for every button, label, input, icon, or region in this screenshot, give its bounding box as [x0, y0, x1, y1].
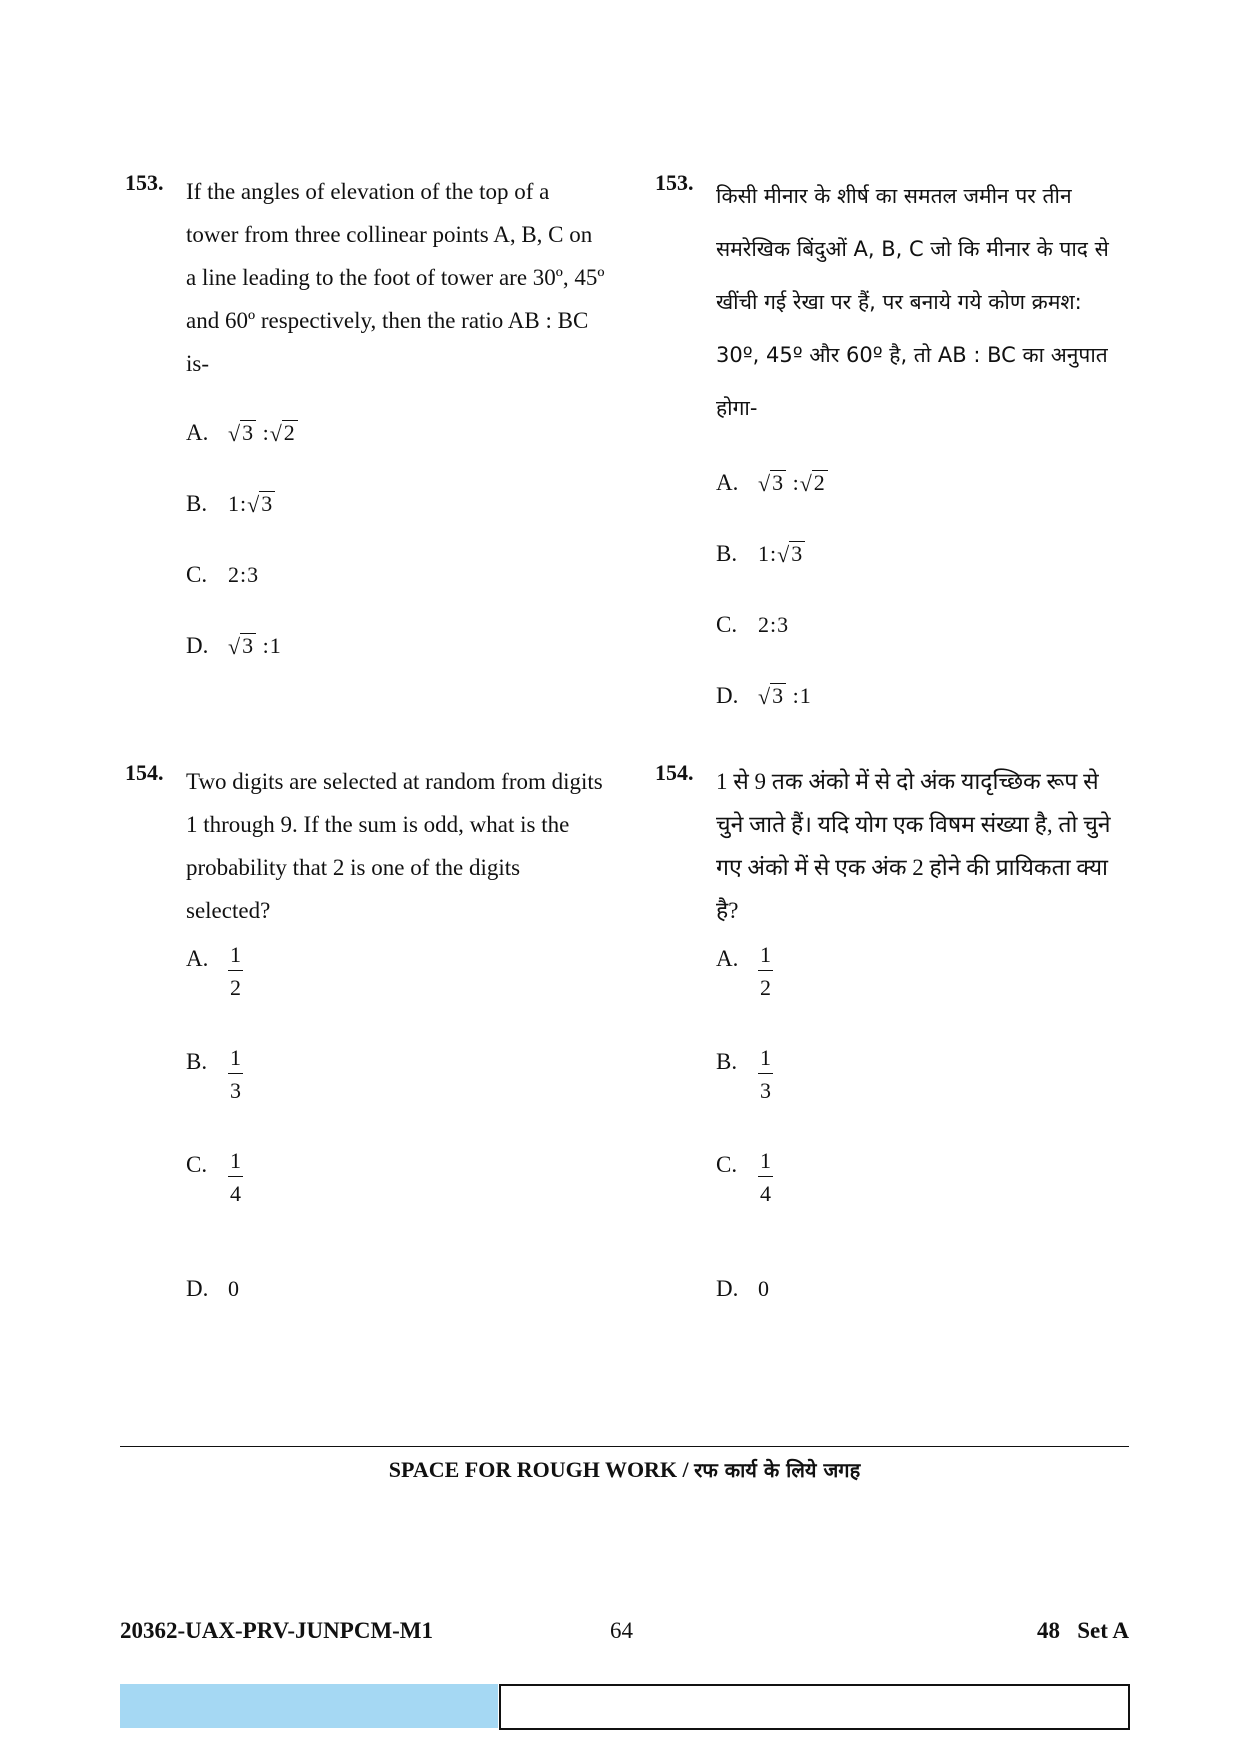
paper-code: 20362-UAX-PRV-JUNPCM-M1: [120, 1618, 434, 1643]
option-b: B. $\frac{1}{3}$: [716, 1045, 771, 1103]
question-text-hindi: 1 से 9 तक अंको में से दो अंक यादृच्छिक रूप से चुने जाते हैं। यदि योग एक विषम संख्या है, तो चुने गए अंको में से एक अंक 2 होने की प्रायिकता क्या है?: [716, 769, 1111, 923]
option-a: A. √ 3 : √ 2: [716, 469, 826, 496]
question-154-en: [125, 760, 605, 1324]
question-number: 154.: [125, 760, 164, 785]
option-a: A. $\frac{1}{2}$: [716, 942, 771, 1000]
option-c: C. 2:3: [186, 561, 260, 587]
question-text: If the angles of elevation of the top of a tower from three collinear points A, B, C on a line leading to the foot of tower are 30º, 45º and 60º respectively, then the ratio AB : BC is-: [186, 179, 605, 376]
rough-work-heading: SPACE FOR ROUGH WORK / रफ कार्य के लिये जगह: [388, 1457, 861, 1482]
options: [186, 397, 605, 681]
question-number: 153.: [125, 170, 164, 195]
option-c: C. $\frac{1}{4}$: [716, 1148, 771, 1206]
question-text: Two digits are selected at random from digits 1 through 9. If the sum is odd, what is the probability that 2 is one of the digits selected?: [186, 769, 603, 923]
fraction: $\frac{1}{4}$: [230, 1148, 241, 1206]
fraction: $\frac{1}{2}$: [760, 942, 771, 1000]
option-c: C. 2:3: [716, 611, 790, 637]
fraction: $\frac{1}{3}$: [230, 1045, 241, 1103]
footer-color-bar: [120, 1684, 498, 1728]
options: [716, 447, 1125, 731]
question-number: 153.: [655, 170, 694, 195]
question-153-en: [125, 170, 605, 681]
footer-box: [499, 1684, 1130, 1730]
option-d: D. 0: [186, 1275, 240, 1301]
option-d: D. √ 3 :1: [716, 682, 812, 709]
fraction: $\frac{1}{2}$: [230, 942, 241, 1000]
question-text-hindi: किसी मीनार के शीर्ष का समतल जमीन पर तीन समरेखिक बिंदुओं A, B, C जो कि मीनार के पाद से खींची गई रेखा पर हैं, पर बनाये गये कोण क्रमश: 30º, 45º और 60º है, तो AB : BC का अनुपात होगा-: [716, 184, 1109, 420]
fraction: $\frac{1}{3}$: [760, 1045, 771, 1103]
divider: [120, 1446, 1129, 1447]
set-label: 48 Set A: [1037, 1618, 1129, 1643]
options: [186, 944, 605, 1324]
option-b: B. 1: √ 3: [716, 540, 804, 567]
fraction: $\frac{1}{4}$: [760, 1148, 771, 1206]
question-153-hi: [655, 170, 1125, 731]
option-a: A. $\frac{1}{2}$: [186, 942, 241, 1000]
option-a: A. √ 3 : √ 2: [186, 419, 296, 446]
option-d: D. 0: [716, 1275, 770, 1301]
option-b: B. 1: √ 3: [186, 490, 274, 517]
option-c: C. $\frac{1}{4}$: [186, 1148, 241, 1206]
options: [716, 944, 1125, 1324]
page-number: 64: [610, 1618, 633, 1643]
question-number: 154.: [655, 760, 694, 785]
option-d: D. √ 3 :1: [186, 632, 282, 659]
question-154-hi: [655, 760, 1125, 1324]
option-b: B. $\frac{1}{3}$: [186, 1045, 241, 1103]
